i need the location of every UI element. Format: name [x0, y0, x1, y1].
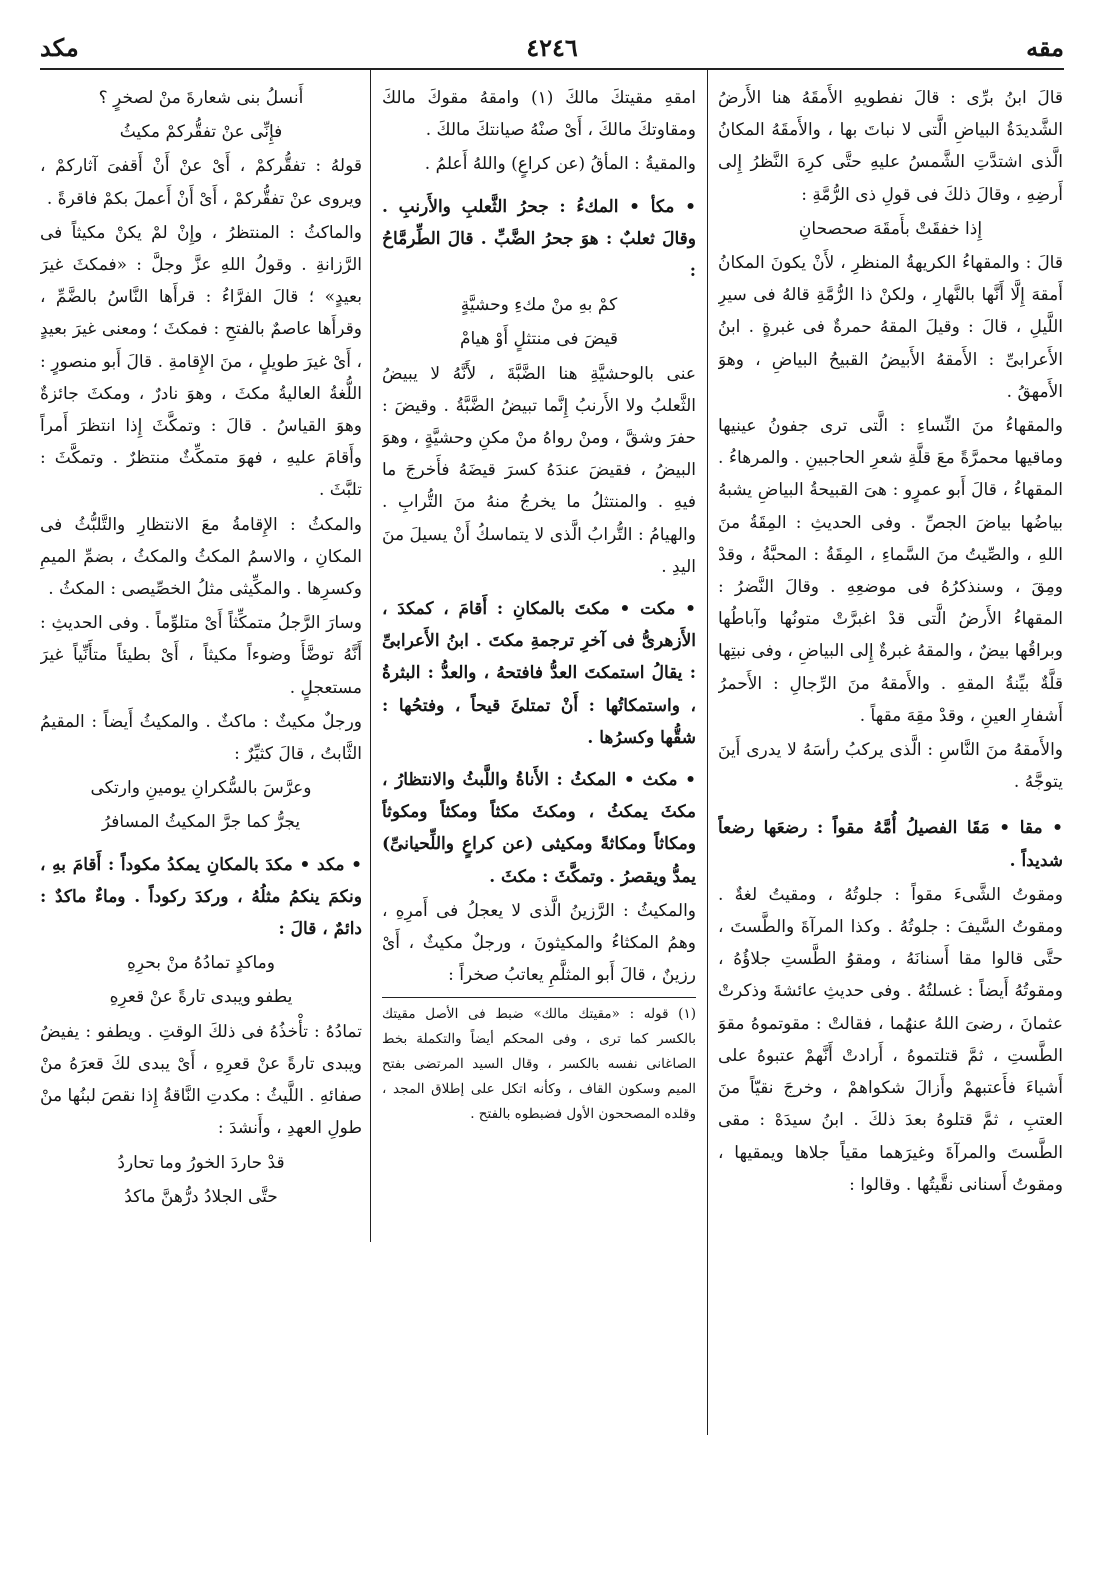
- verse-line: يجرُّ كما جرَّ المكيثُ المسافرُ: [101, 812, 301, 833]
- paragraph: والمكيثُ : الرَّزينُ الَّذى لا يعجلُ فى أَمرِهِ ، وهمُ المكثاءُ والمكيثونَ ، ورجلٌ مكيثٌ ، أَىْ رزينٌ ، قالَ أَبو المثلَّمِ يعاتبُ صخراً :: [382, 900, 696, 986]
- verse-line: إِذا خفقَتْ بأَمقَهَ صحصحانِ: [798, 218, 983, 239]
- paragraph: امقهِ مقيتكَ مالكَ (١) وامقهُ مقوكَ مالكَ ومقاوتكَ مالكَ ، أَىْ صنْهُ صيانتكَ مالكَ .: [382, 88, 696, 141]
- paragraph: والمقهاءُ منَ النِّساءِ : الَّتى ترى جفونُ عينيها وماقيها محمرَّةً معَ قلَّةِ شعرِ الحاجبينِ . والمرهاءُ . المقهاءُ ، قالَ أَبو عمرٍو : هىَ القبيحةُ البياضِ يشبهُ بياضُها بياضَ الجصِّ . وفى الحديثِ : المِقَةُ منَ اللهِ ، والصِّيتُ منَ السَّماءِ ، المِقَةُ : المحبَّةُ ، وقدْ ومِقَ ، وسنذكرُهُ فى موضعِهِ . وقالَ النَّضرُ : المقهاءُ الأَرضُ الَّتى قدْ اغبرَّتْ متونُها وآباطُها وبراقُها بيضٌ ، والمقهُ غبرةٌ إِلى البياضِ ، وفى نبتِها قلَّةٌ بيِّنةُ المقهِ . والأَمقهُ منَ الرِّجالِ : الأَحمرُ أَشفارِ العينِ ، وقدْ مقِهَ مقهاً .: [718, 416, 1063, 726]
- page-number: ٤٢٤٦: [526, 33, 578, 62]
- entry-maqa: • مقا • مَقَا الفصيلُ أُمَّهُ مقواً : رضعَها رضعاً شديداً .: [718, 818, 1063, 871]
- paragraph: والمقيةُ : المأقُ (عن كراعٍ) واللهُ أَعلمُ .: [424, 154, 696, 175]
- page-header: [40, 30, 1064, 70]
- column-right: [718, 82, 1063, 1482]
- paragraph: عنى بالوحشيَّةِ هنا الضَّبَّةَ ، لأَنَّهُ لا يبيضُ الثَّعلبُ ولا الأَرنبُ إِنَّما تبيضُ الضَّبَّةُ . وقيضَ : حفرَ وشقَّ ، ومنْ رواهُ منْ مكنِ وحشيَّةٍ ، وهوَ البيضُ ، فقيضَ عندَهُ كسرَ قيضَهُ فأَخرجَ ما فيهِ . والمنتثلُ ما يخرجُ منهُ منَ التُّرابِ . والهيامُ : التُّرابُ الَّذى لا يتماسكُ أَنْ يسيلَ منَ اليدِ .: [382, 363, 696, 577]
- paragraph: قولهُ : تفقُّركمْ ، أَىْ عنْ أَنْ أَقفىَ آثاركمْ ، ويروى عنْ تفقُّركمْ ، أَىْ أَنْ أَعملَ بكمْ فاقرةً .: [40, 156, 362, 209]
- verse-line: يطفو ويبدى تارةً عنْ قعرِهِ: [109, 987, 293, 1008]
- header-right-word: مقه: [1026, 33, 1064, 62]
- column-middle: [382, 82, 696, 1442]
- header-left-word: مكد: [40, 33, 79, 62]
- entry-makd: • مكد • مكدَ بالمكانِ يمكدُ مكوداً : أَقامَ بهِ ، ونكمَ ينكمُ مثلُهُ ، وركدَ ركوداً . وماءٌ ماكدٌ : دائمٌ ، قالَ :: [40, 854, 362, 940]
- column-left: [40, 82, 362, 1442]
- verse-line: حتَّى الجلادُ درُّهنَّ ماكدُ: [124, 1186, 278, 1207]
- verse-line: فإِنِّى عنْ تفقُّركمْ مكيثُ: [119, 122, 283, 143]
- paragraph: تمادُهُ : تأْخذُهُ فى ذلكَ الوقتِ . ويطفو : يفيضُ ويبدى تارةً عنْ قعرِهِ ، أَىْ يبدى لكَ قعرَهُ منْ صفائهِ . اللَّيثُ : مكدتِ النَّاقةُ إِذا نقصَ لبنُها منْ طولِ العهدِ ، وأَنشدَ :: [40, 1021, 362, 1139]
- footnote-rule: [382, 997, 696, 998]
- verse-line: قيضَ فى منتثلٍ أَوْ هيامْ: [459, 329, 619, 350]
- paragraph: والمكثُ : الإِقامةُ معَ الانتظارِ والتَّلبُّثُ فى المكانِ ، والاسمُ المكثُ والمكثُ ، بضمِّ الميمِ وكسرِها . والمكِّيثى مثلُ الخصِّيصى : المكثُ .: [40, 514, 362, 600]
- paragraph: ورجلٌ مكيثٌ : ماكثٌ . والمكيثُ أَيضاً : المقيمُ الثَّابتُ ، قالَ كثيِّرٌ :: [40, 711, 362, 765]
- verse-line: قدْ حاردَ الخورُ وما تحاردُ: [117, 1152, 285, 1173]
- footnote: (١) قوله : «مقيتك مالك» ضبط فى الأصل مقيتك بالكسر كما ترى ، وفى المحكم أيضاً والتكملة بخط الصاغانى نفسه بالكسر ، وقال السيد المرتضى بفتح الميم وسكون القاف ، وكأنه اتكل على إطلاق المجد ، وقلده المصححون الأول فضبطوه بالفتح .: [382, 1006, 696, 1123]
- paragraph: ومقوتُ الشَّىءَ مقواً : جلوتُهُ ، ومقيتُ لغةٌ . ومقوتُ السَّيفَ : جلوتُهُ . وكذا المرآةَ والطَّستَ ، حتَّى قالوا مقا أَسنانَهُ ، ومقوُ الطَّستِ جلاؤُهُ ، ومقوتُهُ أَيضاً : غسلتُهُ . وفى حديثِ عائشةَ وذكرتْ عثمانَ ، رضىَ اللهُ عنهُما ، فقالتْ : مقوتموهُ مقوَ الطَّستِ ، ثمَّ قتلتموهُ ، أَرادتْ أَنَّهمْ عتبوهُ على أَشياءَ فأَعتبهمْ وأَزالَ شكواهمْ ، وخرجَ نقيّاً منَ العتبِ ، ثمَّ قتلوهُ بعدَ ذلكَ . ابنُ سيدَهْ : مقى الطَّستَ والمرآةَ وغيرَهما مقياً جلاها ويمقيها ، ومقوتُ أَسنانى نقَّيتُها . وقالوا :: [718, 884, 1063, 1195]
- entry-maka: • مكأ • المكءُ : جحرُ الثَّعلبِ والأَرنبِ . وقالَ ثعلبٌ : هوَ جحرُ الضَّبِّ . قالَ الطِّرمَّاحُ :: [382, 196, 696, 282]
- verse-line: وماكدٍ تمادُهُ منْ بحرِهِ: [127, 953, 275, 974]
- entry-makt: • مكت • مكتَ بالمكانِ : أَقامَ ، كمكدَ ، الأَزهرىُّ فى آخرِ ترجمةِ مكتَ . ابنُ الأَعرابىِّ : يقالُ استمكتَ العدُّ فافتحهُ ، والعدُّ : البثرةُ ، واستمكاتُها : أَنْ تمتلئَ قيحاً ، وفتحُها : شقُّها وكسرُها .: [382, 599, 696, 748]
- paragraph: والماكثُ : المنتظرُ ، وإِنْ لمْ يكنْ مكيثاً فى الرَّزانةِ . وقولُ اللهِ عزَّ وجلَّ : «فمكثَ غيرَ بعيدٍ» ؛ قالَ الفرَّاءُ : قرأَها النَّاسُ بالضَّمِّ ، وقرأَها عاصمٌ بالفتحِ : فمكثَ ؛ ومعنى غيرَ بعيدٍ ، أَىْ غيرَ طويلٍ ، منَ الإِقامةِ . قالَ أَبو منصورٍ : اللُّغةُ العاليةُ مكثَ ، وهوَ نادرٌ ، ومكثَ جائزةٌ وهوَ القياسُ . قالَ : وتمكَّثَ إِذا انتظرَ أَمراً وأَقامَ عليهِ ، فهوَ متمكِّثٌ منتظرٌ . وتمكَّثَ : تلبَّثَ .: [40, 222, 362, 501]
- verse-line: وعرَّسَ بالسُّكرانِ يومينِ وارتكى: [90, 778, 312, 799]
- entry-makth: • مكث • المكثُ : الأَناةُ واللَّبثُ والانتظارُ ، مكثَ يمكثُ ، ومكثَ مكثاً ومكثاً ومكوثاً ومكاثاً ومكاثةً ومكيثى (عن كراعٍ واللِّحيانىِّ) يمدُّ ويقصرُ . وتمكَّثَ : مكثَ .: [382, 770, 696, 887]
- header-rule: [40, 68, 1064, 70]
- verse-line: أَنسلُ بنى شعارةَ منْ لصخرٍ ؟: [98, 88, 304, 108]
- paragraph: والأَمقهُ منَ النَّاسِ : الَّذى يركبُ رأسَهُ لا يدرى أَينَ يتوجَّهُ .: [718, 740, 1063, 793]
- verse-line: كمْ بهِ منْ مكءِ وحشيَّةٍ: [460, 295, 618, 316]
- column-divider: [370, 70, 371, 1242]
- paragraph: قالَ : والمقهاءُ الكريهةُ المنظرِ ، لأَنْ يكونَ المكانُ أَمقهَ إِلَّا أَنَّها بالنَّهارِ ، ولكنْ ذا الرُّمَّةِ قالهُ فى سيرِ اللَّيلِ ، قالَ : وقيلَ المقهُ حمرةٌ فى غبرةٍ . ابنُ الأَعرابىِّ : الأَمقهُ الأَبيضُ القبيحُ البياضِ ، وهوَ الأَمهقُ .: [718, 253, 1063, 402]
- column-divider: [707, 70, 708, 1435]
- paragraph: قالَ ابنُ برِّى : قالَ نفطويهِ الأَمقَهُ هنا الأَرضُ الشَّديدَةُ البياضِ الَّتى لا نباتَ بها ، والأَمقَهُ المكانُ الَّذى اشتدَّتِ الشَّمسُ عليهِ حتَّى كرِهَ النَّظرُ إِلى أَرضِهِ ، وقالَ ذلكَ فى قولِ ذى الرُّمَّةِ :: [718, 88, 1063, 205]
- paragraph: وسارَ الرَّجلُ متمكِّثاً أَىْ متلوِّماً . وفى الحديثِ : أَنَّهُ توضَّأَ وضوءاً مكيثاً ، أَىْ بطيئاً متأَنِّياً غيرَ مستعجلٍ .: [40, 613, 362, 698]
